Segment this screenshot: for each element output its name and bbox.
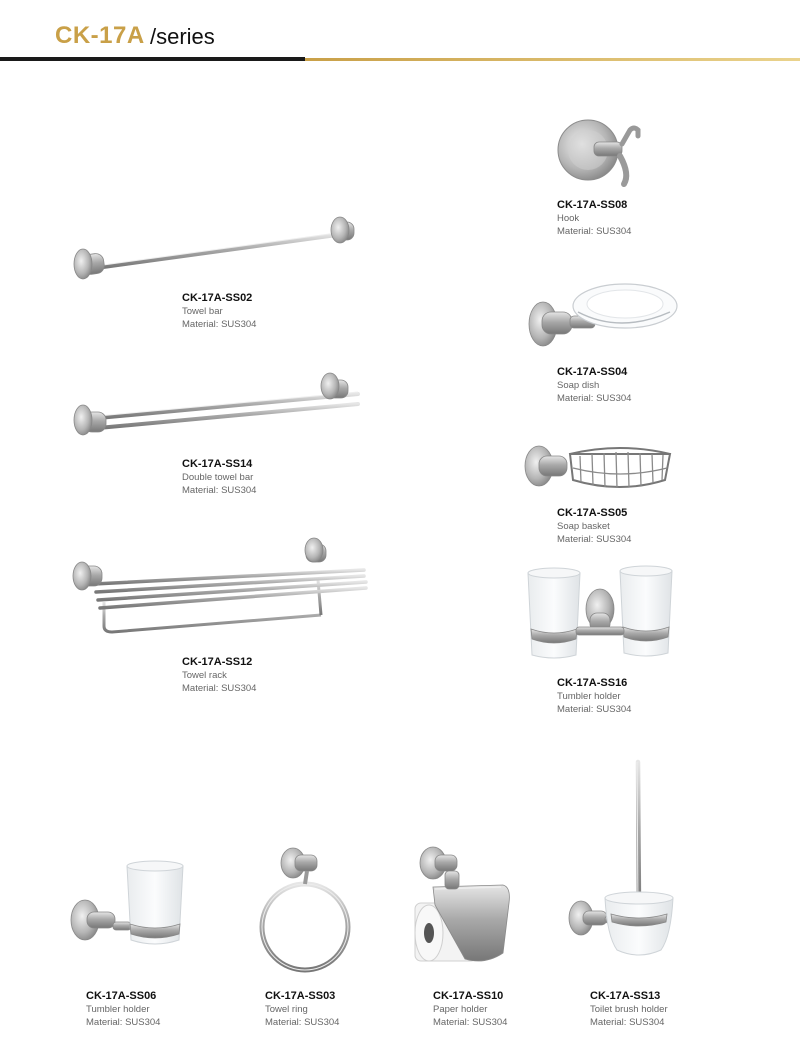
soap-basket-icon [515, 432, 680, 502]
product-code: CK-17A-SS10 [433, 990, 504, 1002]
product-code: CK-17A-SS13 [590, 990, 661, 1002]
towel-ring-icon [255, 845, 360, 975]
hook-icon [550, 108, 650, 193]
series-subtitle: /series [150, 24, 215, 49]
product-material: Material: SUS304 [557, 226, 632, 237]
product-material: Material: SUS304 [182, 319, 257, 330]
double-tumbler-holder-icon [520, 565, 680, 665]
paper-holder-icon [405, 843, 515, 973]
product-name: Tumbler holder [86, 1004, 150, 1015]
product-name: Soap basket [557, 521, 610, 532]
caption-soap-dish [557, 366, 631, 405]
product-code: CK-17A-SS14 [182, 458, 253, 470]
product-name: Towel ring [265, 1004, 308, 1015]
product-name: Double towel bar [182, 472, 254, 483]
towel-bar-icon [66, 212, 366, 287]
product-name: Towel rack [182, 670, 227, 681]
series-title: CK-17A [55, 22, 145, 49]
product-material: Material: SUS304 [182, 683, 257, 694]
product-name: Towel bar [182, 306, 223, 317]
product-name: Toilet brush holder [590, 1004, 668, 1015]
caption-hook [557, 199, 631, 238]
product-code: CK-17A-SS06 [86, 990, 157, 1002]
product-material: Material: SUS304 [557, 393, 632, 404]
product-name: Hook [557, 213, 580, 224]
product-code: CK-17A-SS16 [557, 677, 628, 689]
caption-paper-holder [433, 990, 507, 1029]
product-name: Tumbler holder [557, 691, 621, 702]
caption-tumbler-holder [86, 990, 160, 1029]
product-code: CK-17A-SS08 [557, 199, 628, 211]
double-towel-bar-icon [66, 368, 371, 448]
product-code: CK-17A-SS12 [182, 656, 253, 668]
product-name: Soap dish [557, 380, 600, 391]
product-name: Paper holder [433, 1004, 488, 1015]
caption-double-towel-bar [182, 458, 256, 497]
product-material: Material: SUS304 [433, 1017, 508, 1028]
caption-toilet-brush-holder [590, 990, 668, 1029]
product-material: Material: SUS304 [557, 534, 632, 545]
caption-towel-rack [182, 656, 256, 695]
page-header [0, 0, 800, 62]
tumbler-holder-icon [65, 860, 190, 950]
product-code: CK-17A-SS02 [182, 292, 253, 304]
product-material: Material: SUS304 [86, 1017, 161, 1028]
product-material: Material: SUS304 [590, 1017, 665, 1028]
header-rule-dark [0, 57, 305, 61]
product-code: CK-17A-SS04 [557, 366, 628, 378]
soap-dish-icon [520, 272, 680, 362]
product-code: CK-17A-SS03 [265, 990, 336, 1002]
toilet-brush-holder-icon [565, 758, 680, 963]
product-code: CK-17A-SS05 [557, 507, 628, 519]
product-material: Material: SUS304 [557, 704, 632, 715]
caption-towel-bar [182, 292, 256, 331]
caption-double-tumbler-holder [557, 677, 631, 716]
towel-rack-icon [66, 530, 376, 645]
caption-soap-basket [557, 507, 631, 546]
header-rule-gold [305, 58, 800, 61]
caption-towel-ring [265, 990, 339, 1029]
product-material: Material: SUS304 [182, 485, 257, 496]
product-material: Material: SUS304 [265, 1017, 340, 1028]
